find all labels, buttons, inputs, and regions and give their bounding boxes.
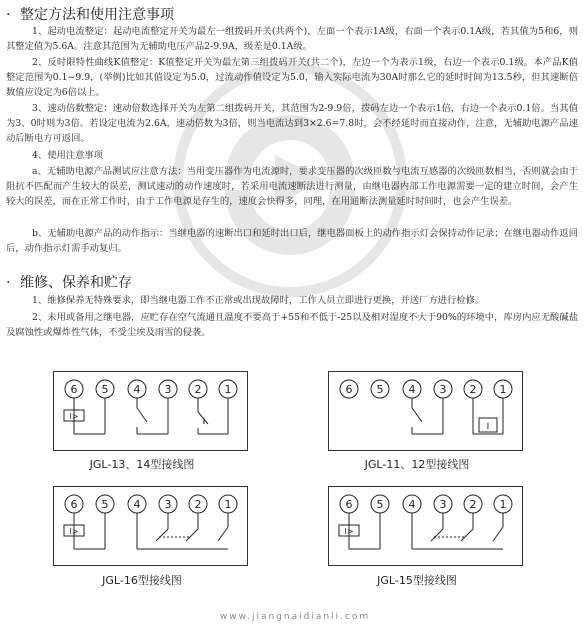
- svg-text:6: 6: [345, 498, 353, 511]
- section-title-settings: · 整定方法和使用注意事项: [6, 7, 174, 23]
- caption-jgl-16: JGL-16型接线图: [102, 574, 182, 587]
- svg-text:4: 4: [408, 383, 416, 396]
- wiring-diagram-jgl-16: [53, 486, 248, 566]
- svg-text:4: 4: [408, 498, 416, 511]
- section-title-maintenance: · 维修、保养和贮存: [6, 275, 132, 291]
- wiring-diagram-jgl-11-12: [328, 371, 523, 451]
- wiring-diagram-jgl-15-drawing: [329, 487, 522, 565]
- terminal-3: 3: [164, 383, 172, 396]
- wiring-diagram-jgl-13-14-drawing: [54, 372, 247, 450]
- svg-text:5: 5: [376, 498, 384, 511]
- svg-text:5: 5: [376, 383, 384, 396]
- svg-text:2: 2: [469, 498, 477, 511]
- svg-text:2: 2: [194, 498, 202, 511]
- svg-text:I>: I>: [344, 527, 354, 536]
- svg-text:I: I: [486, 422, 490, 432]
- relay-coil-label: I>: [69, 412, 79, 421]
- paragraph-k-value: 2、反时限特性曲线K值整定：K值整定开关为最左第三组拨码开关(共二个)，左边一个为表示1级，右边一个表示0.1级。本产品K值整定范围为0.1~9.9，(举例)比如其值设定为5.0，过流动作值设定为5.0，输入实际电流为30A时那么它的延时时间为13.5秒，但其速断倍数值应设定为6倍以上。: [6, 57, 578, 99]
- terminal-4: 4: [133, 383, 141, 396]
- svg-text:6: 6: [345, 383, 353, 396]
- svg-text:6: 6: [70, 498, 78, 511]
- svg-text:1: 1: [224, 498, 232, 511]
- paragraph-maintenance-1: 1、维修保养无特殊要求，即当继电器工作不正常或出现故障时，工作人员立即进行更换，并送厂方进行检修。: [32, 295, 485, 306]
- terminal-1: 1: [224, 383, 232, 396]
- caption-jgl-15: JGL-15型接线图: [377, 574, 457, 587]
- svg-text:3: 3: [439, 498, 447, 511]
- paragraph-start-current: 1、起动电流整定：起动电流整定开关为最左一组拨码开关(共两个)，左面一个表示1A级，右面一个表示0.1A级，若其值为5和6，则其整定值为5.6A。注意其范围为无辅助电压产品2-9.9A，级差是0.1A级。: [6, 26, 578, 53]
- svg-text:1: 1: [499, 383, 507, 396]
- terminal-6: 6: [70, 383, 78, 396]
- terminal-2: 2: [194, 383, 202, 396]
- terminal-5: 5: [101, 383, 109, 396]
- svg-text:4: 4: [133, 498, 141, 511]
- svg-text:5: 5: [101, 498, 109, 511]
- footer-url: www.jiangnaidianli.com: [219, 612, 371, 622]
- paragraph-note-a: a、无辅助电源产品测试应注意方法：当用变压器作为电流源时，要求变压器的次级匝数与电流互感器的次级匝数相当，否则就会由于阻抗不匹配而产生较大的误差，测试速动的动作速度时，若采用电流速断法进行测量，由继电器内部工作电源需要一定的建立时间，会产生较大的误差，而在正常工作时，由于工作电源是存生的，速度会快得多，同理，在用通断法测量延时时间时，也会产生误差。: [6, 166, 578, 208]
- svg-text:3: 3: [439, 383, 447, 396]
- svg-text:I>: I>: [69, 527, 79, 536]
- wiring-diagram-jgl-15: [328, 486, 523, 566]
- svg-text:3: 3: [164, 498, 172, 511]
- svg-text:1: 1: [499, 498, 507, 511]
- wiring-diagram-jgl-13-14: [53, 371, 248, 451]
- wiring-diagram-jgl-16-drawing: [54, 487, 247, 565]
- paragraph-quick-multiple: 3、速动倍数整定：速动倍数选择开关为左第二组拨码开关，其范围为2-9.9倍，拨码左边一个表示1倍，右边一个表示0.1倍。当其值为3、0时则为3倍。若设定电流为2.6A，速动倍数为3倍，则当电流达到3×2.6=7.8时，会不经延时而直接动作，注意，无辅助电源产品速动后断电方可返回。: [6, 103, 578, 145]
- caption-jgl-11-12: JGL-11、12型接线图: [364, 458, 470, 471]
- svg-text:2: 2: [469, 383, 477, 396]
- caption-jgl-13-14: JGL-13、14型接线图: [89, 458, 195, 471]
- wiring-diagram-jgl-11-12-drawing: [329, 372, 522, 450]
- paragraph-usage-notes: 4、使用注意事项: [32, 150, 103, 161]
- paragraph-maintenance-2: 2、未用或备用之继电器，应贮存在空气流通且温度不要高于+55和不低于-25以及相对湿度不大于90%的环境中，库房内应无酸碱盐及腐蚀性或爆炸性气体，不受尘埃及雨雪的侵袭。: [6, 312, 578, 339]
- paragraph-note-b: b、无辅助电源产品的动作指示：当继电器的速断出口和延时出口后，继电器面板上的动作指示灯会保持动作记录；在继电器动作返回后，动作指示灯需手动复归。: [6, 228, 578, 255]
